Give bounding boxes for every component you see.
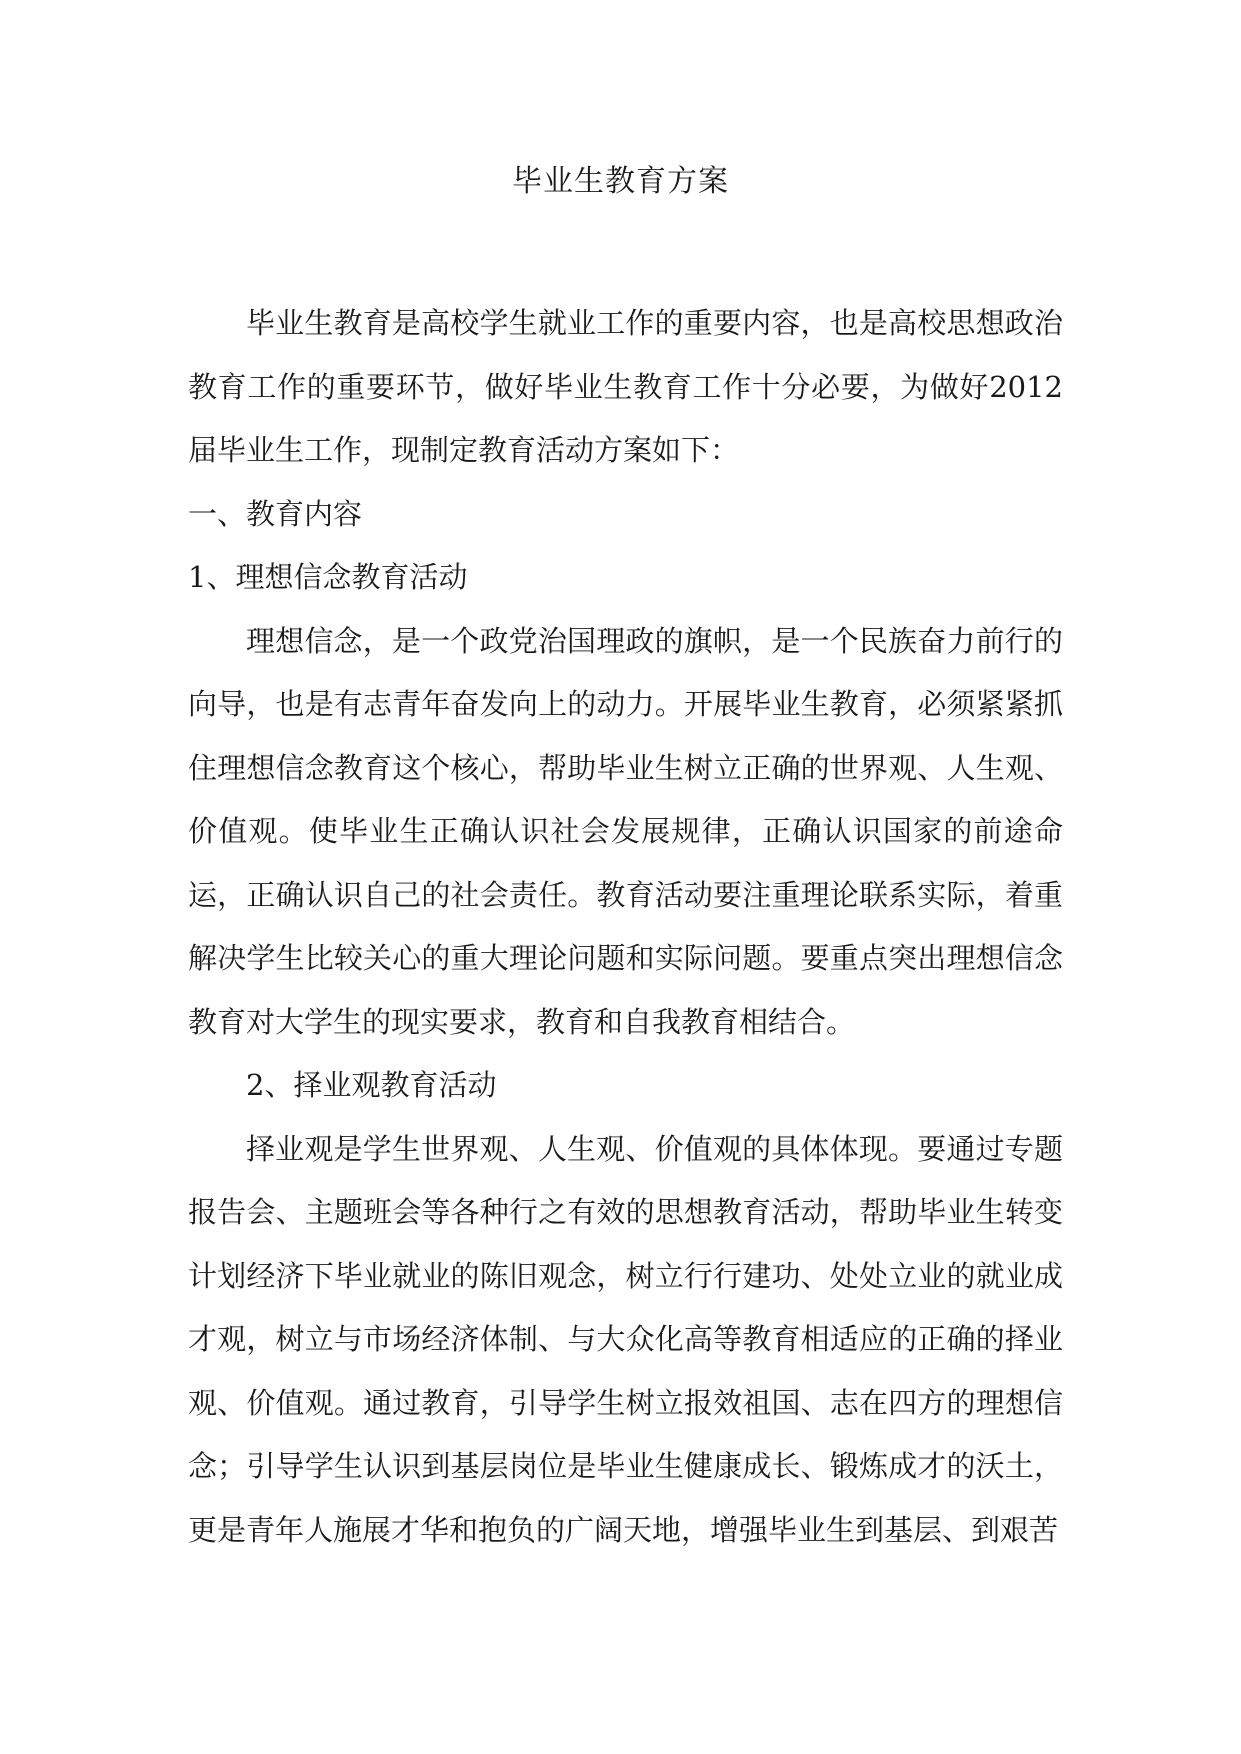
paragraph-intro: 毕业生教育是高校学生就业工作的重要内容，也是高校思想政治教育工作的重要环节，做好毕业生教育工作十分必要，为做好2012届毕业生工作，现制定教育活动方案如下： xyxy=(188,306,1063,467)
document-body xyxy=(188,292,1063,1562)
subsection-heading-career-view: 2、择业观教育活动 xyxy=(246,1068,497,1102)
document-title: 毕业生教育方案 xyxy=(512,164,729,199)
subsection-heading-ideals-beliefs: 1、理想信念教育活动 xyxy=(188,560,468,594)
paragraph-ideals-beliefs: 理想信念，是一个政党治国理政的旗帜，是一个民族奋力前行的向导，也是有志青年奋发向上的动力。开展毕业生教育，必须紧紧抓住理想信念教育这个核心，帮助毕业生树立正确的世界观、人生观、价值观。使毕业生正确认识社会发展规律，正确认识国家的前途命运，正确认识自己的社会责任。教育活动要注重理论联系实际，着重解决学生比较关心的重大理论问题和实际问题。要重点突出理想信念教育对大学生的现实要求，教育和自我教育相结合。 xyxy=(188,623,1063,1039)
section-heading-education-content: 一、教育内容 xyxy=(188,496,363,531)
paragraph-career-view: 择业观是学生世界观、人生观、价值观的具体体现。要通过专题报告会、主题班会等各种行之有效的思想教育活动，帮助毕业生转变计划经济下毕业就业的陈旧观念，树立行行建功、处处立业的就业成才观，树立与市场经济体制、与大众化高等教育相适应的正确的择业观、价值观。通过教育，引导学生树立报效祖国、志在四方的理想信念；引导学生认识到基层岗位是毕业生健康成长、锻炼成才的沃土，更是青年人施展才华和抱负的广阔天地，增强毕业生到基层、到艰苦 xyxy=(188,1131,1063,1547)
